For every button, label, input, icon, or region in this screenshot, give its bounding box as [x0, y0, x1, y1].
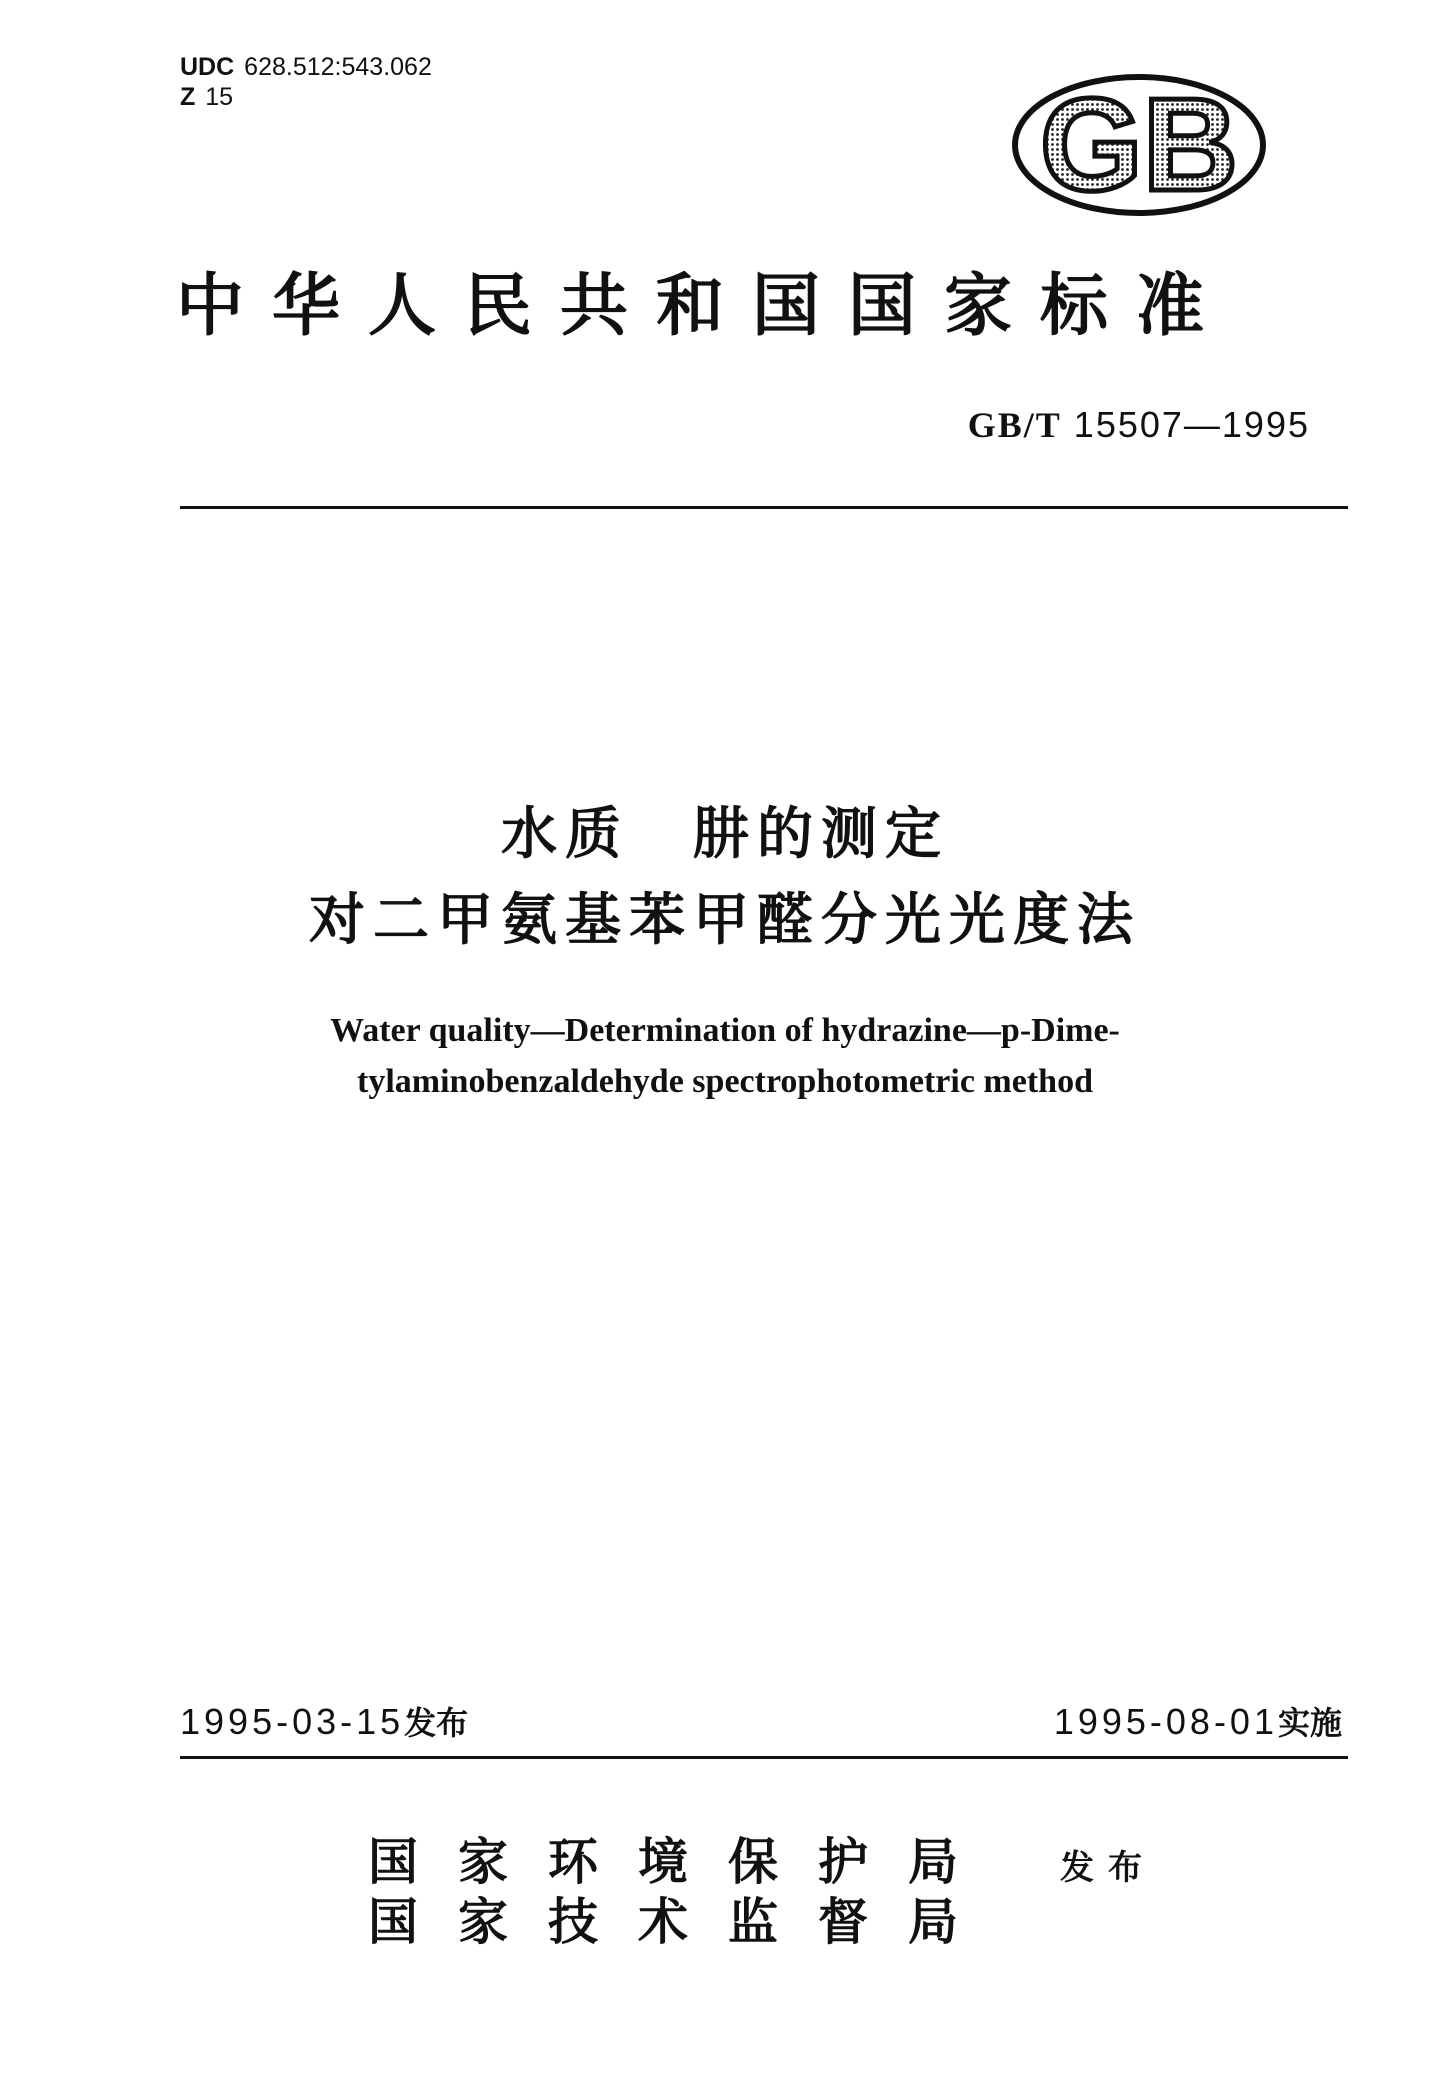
issue-date: [180, 1698, 468, 1744]
bottom-divider: [180, 1756, 1348, 1759]
gb-logo-text: GB: [1040, 72, 1238, 218]
issue-date-value: 1995-03-15: [180, 1701, 405, 1742]
standard-code: 15507—1995: [1073, 404, 1310, 445]
chinese-title-line-1: 水质 肼的测定: [501, 802, 949, 867]
implementation-date-value: 1995-08-01: [1053, 1701, 1278, 1742]
chinese-title-line-2: 对二甲氨基苯甲醛分光光度法: [309, 888, 1141, 953]
publish-label: 发布: [1060, 1848, 1156, 1888]
standard-number: [968, 404, 1310, 446]
implementation-date: [1054, 1698, 1342, 1744]
implementation-date-label: 实施: [1277, 1704, 1342, 1742]
udc-block: [180, 52, 432, 112]
class-label: Z: [180, 83, 196, 111]
issuer-line-1: 国家环境保护局: [368, 1832, 998, 1891]
issue-date-label: 发布: [404, 1704, 469, 1742]
standard-prefix: GB/T: [967, 405, 1062, 445]
top-divider: [180, 506, 1348, 509]
class-value: 15: [205, 83, 234, 111]
issuer-line-2: 国家技术监督局: [368, 1892, 998, 1951]
english-title-line-1: Water quality—Determination of hydrazine—p-Dime-: [330, 1012, 1120, 1049]
english-title-line-2: tylaminobenzaldehyde spectrophotometric method: [357, 1063, 1093, 1100]
gb-logo: [1010, 72, 1268, 218]
national-standard-heading: 中华人民共和国国家标准: [176, 267, 1233, 346]
udc-label: UDC: [180, 53, 235, 81]
udc-value: 628.512:543.062: [244, 53, 432, 81]
